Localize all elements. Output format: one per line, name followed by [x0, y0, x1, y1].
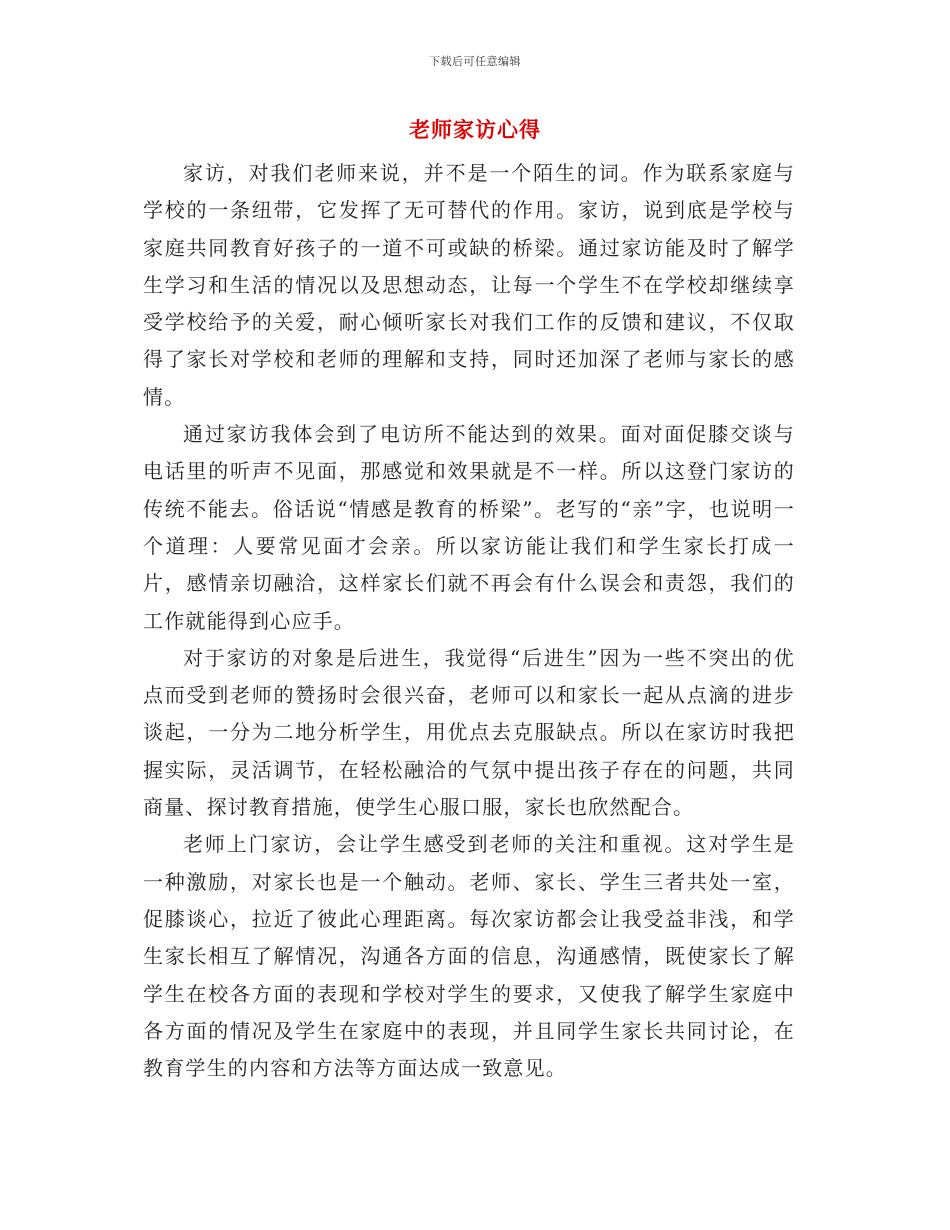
paragraph-2: 通过家访我体会到了电访所不能达到的效果。面对面促膝交谈与电话里的听声不见面，那感觉和效果就是不一样。所以这登门家访的传统不能去。俗话说“情感是教育的桥梁”。老写的“亲”字，也说明一个道理：人要常见面才会亲。所以家访能让我们和学生家长打成一片，感情亲切融洽，这样家长们就不再会有什么误会和责怨，我们的工作就能得到心应手。: [143, 422, 795, 633]
document-title: 老师家访心得: [409, 118, 541, 142]
paragraph-1: 家访，对我们老师来说，并不是一个陌生的词。作为联系家庭与学校的一条纽带，它发挥了无可替代的作用。家访，说到底是学校与家庭共同教育好孩子的一道不可或缺的桥梁。通过家访能及时了解学生学习和生活的情况以及思想动态，让每一个学生不在学校却继续享受学校给予的关爱，耐心倾听家长对我们工作的反馈和建议，不仅取得了家长对学校和老师的理解和支持，同时还加深了老师与家长的感情。: [143, 161, 795, 409]
paragraph-3: 对于家访的对象是后进生，我觉得“后进生”因为一些不突出的优点而受到老师的赞扬时会很兴奋，老师可以和家长一起从点滴的进步谈起，一分为二地分析学生，用优点去克服缺点。所以在家访时我把握实际，灵活调节，在轻松融洽的气氛中提出孩子存在的问题，共同商量、探讨教育措施，使学生心服口服，家长也欣然配合。: [143, 645, 795, 820]
document-body: [143, 155, 795, 1087]
paragraph-4: 老师上门家访，会让学生感受到老师的关注和重视。这对学生是一种激励，对家长也是一个触动。老师、家长、学生三者共处一室，促膝谈心，拉近了彼此心理距离。每次家访都会让我受益非浅，和学生家长相互了解情况，沟通各方面的信息，沟通感情，既使家长了解学生在校各方面的表现和学校对学生的要求，又使我了解学生家庭中各方面的情况及学生在家庭中的表现，并且同学生家长共同讨论，在教育学生的内容和方法等方面达成一致意见。: [143, 832, 795, 1081]
header-note: 下载后可任意编辑: [429, 55, 521, 68]
